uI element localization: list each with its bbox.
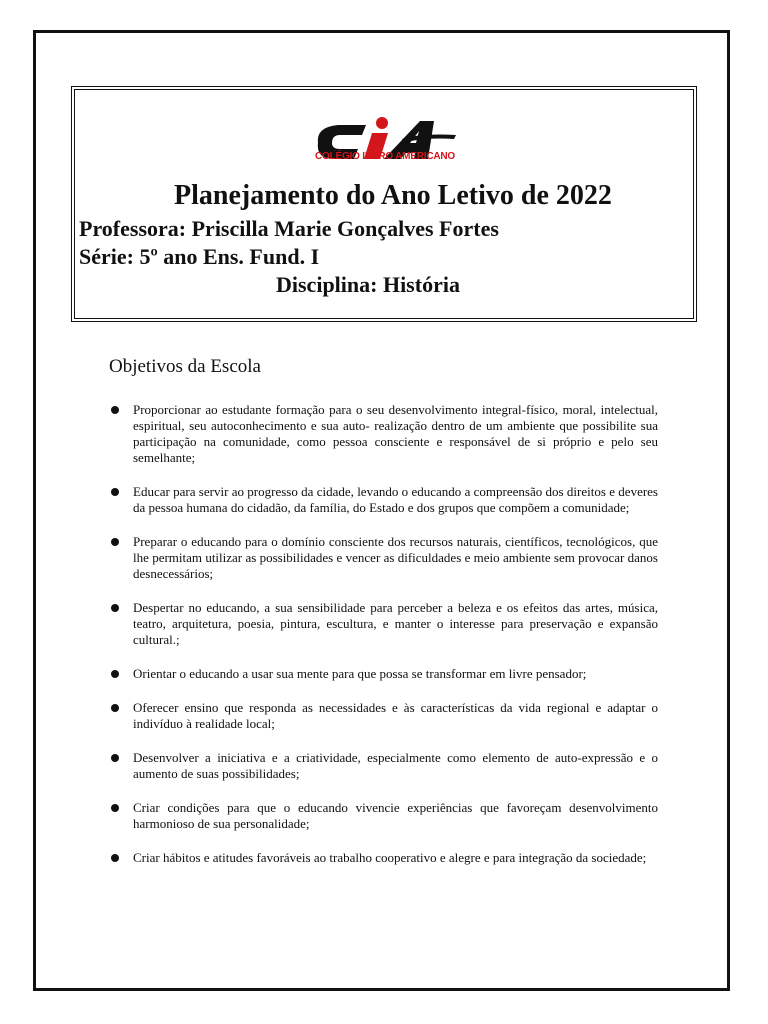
list-item — [108, 484, 658, 516]
bullet-icon — [111, 670, 119, 678]
bullet-icon — [111, 488, 119, 496]
serie-line: Série: 5º ano Ens. Fund. I — [79, 244, 320, 269]
bullet-icon — [111, 854, 119, 862]
bullet-icon — [111, 754, 119, 762]
list-item — [108, 600, 658, 648]
list-item — [108, 402, 658, 466]
bullet-icon — [111, 804, 119, 812]
list-item-text: Preparar o educando para o domínio consciente dos recursos naturais, científicos, tecnológicos, que lhe permitam utilizar as possibilidades e vencer as dificuldades e meio ambiente sem provocar danos desnecessários; — [133, 534, 658, 581]
bullet-icon — [111, 406, 119, 414]
list-item-text: Orientar o educando a usar sua mente para que possa se transformar em livre pensador; — [133, 666, 587, 681]
bullet-icon — [111, 604, 119, 612]
list-item-text: Despertar no educando, a sua sensibilidade para perceber a beleza e os efeitos das artes, música, teatro, arquitetura, poesia, pintura, escultura, e manter o interesse para preservação e expansão cultural.; — [133, 600, 658, 647]
list-item — [108, 666, 658, 682]
list-item-text: Educar para servir ao progresso da cidade, levando o educando a compreensão dos direitos e deveres da pessoa humana do cidadão, da família, do Estado e dos grupos que compõem a comunidade; — [133, 484, 658, 515]
list-item — [108, 800, 658, 832]
list-item-text: Desenvolver a iniciativa e a criatividade, especialmente como elemento de auto-expressão e o aumento de suas possibilidades; — [133, 750, 658, 781]
list-item-text: Criar hábitos e atitudes favoráveis ao trabalho cooperativo e alegre e para integração da sociedade; — [133, 850, 647, 865]
list-item-text: Oferecer ensino que responda as necessidades e às características da vida regional e adaptar o indivíduo à realidade local; — [133, 700, 658, 731]
list-item — [108, 850, 658, 866]
bullet-icon — [111, 704, 119, 712]
bullet-icon — [111, 538, 119, 546]
logo-subtitle: COLÉGIO IBERO AMERICANO — [314, 151, 456, 162]
objectives-list — [108, 402, 658, 884]
section-title: Objetivos da Escola — [109, 356, 261, 377]
professor-line: Professora: Priscilla Marie Gonçalves Fortes — [79, 216, 499, 241]
list-item — [108, 700, 658, 732]
list-item — [108, 750, 658, 782]
logo-dot — [376, 117, 388, 129]
document-title: Planejamento do Ano Letivo de 2022 — [174, 180, 612, 211]
school-logo — [310, 113, 460, 173]
list-item-text: Proporcionar ao estudante formação para o seu desenvolvimento integral-físico, moral, intelectual, espiritual, seu autoconhecimento e sua auto- realização dentro de um ambiente que possibilite sua participação na comunidade, como pessoa consciente e responsável de si próprio e pelo seu semelhante; — [133, 402, 658, 465]
disciplina-line: Disciplina: História — [276, 272, 460, 297]
list-item — [108, 534, 658, 582]
list-item-text: Criar condições para que o educando vivencie experiências que favoreçam desenvolvimento harmonioso de sua personalidade; — [133, 800, 658, 831]
